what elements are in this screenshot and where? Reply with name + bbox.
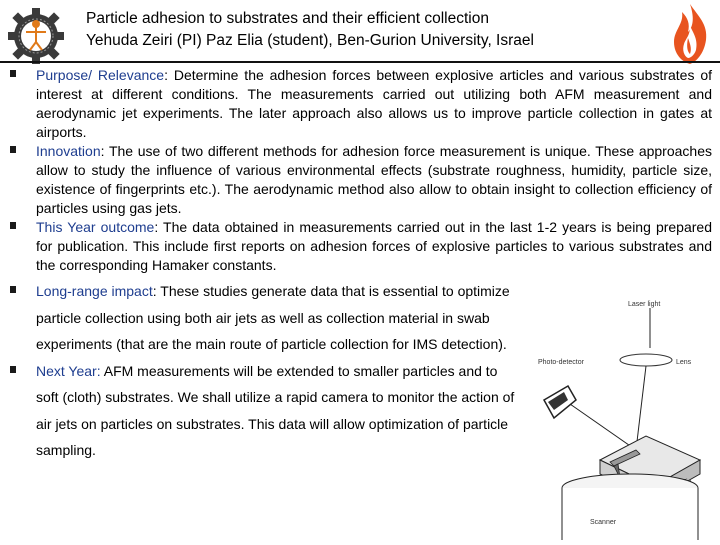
bullet-keyword: This Year outcome (36, 219, 155, 235)
slide-title: Particle adhesion to substrates and their efficient collection (86, 10, 489, 27)
label-photodetector: Photo-detector (538, 359, 584, 366)
bullet-icon (10, 146, 16, 153)
slide-header (86, 8, 646, 52)
bullet-keyword: Long-range impact (36, 283, 153, 299)
label-laser: Laser light (628, 301, 661, 308)
bullet-text: : The use of two different methods for adhesion force measurement is unique. These approaches allow to study the influence of various environmental effects (substrate roughness, humidity, particle size, existence of fingerprints etc.). The aerodynamic method also allow to obtain insight to collection efficiency of particles using gas jets. (36, 143, 712, 216)
bullet-text: : These studies generate data that is essential to optimize particle collection using both air jets as well as collection material in swab experiments (that are the main route of particle collection for IMS detection). (36, 283, 510, 352)
bullet-keyword: Purpose/ Relevance (36, 67, 165, 83)
bullet-text: AFM measurements will be extended to smaller particles and to soft (cloth) substrates. We shall utilize a rapid camera to monitor the action of air jets on particles on substrates. This data will allow optimization of particle sampling. (36, 362, 515, 458)
bullet-icon (10, 286, 16, 293)
bullet-icon (10, 366, 16, 373)
list-item-purpose (10, 66, 712, 142)
slide-authors: Yehuda Zeiri (PI) Paz Elia (student), Ben-Gurion University, Israel (86, 32, 534, 49)
list-item-outcome (10, 218, 712, 275)
bullet-text: : Determine the adhesion forces between explosive articles and various substrates of interest at different conditions. The measurements carried out utilizing both AFM measurement and aerodynamic jet experiments. The later approach also allows us to improve particle collection in gates at airports. (36, 67, 713, 140)
flame-logo-icon (668, 2, 712, 68)
bullet-keyword: Next Year: (36, 362, 101, 379)
bullet-text: : The data obtained in measurements carried out in the last 1-2 years is being prepared for publication. This include first reports on adhesion forces of explosive particles to various substrates and the corresponding Hamaker constants. (36, 219, 712, 273)
bullet-icon (10, 222, 16, 229)
label-scanner: Scanner (590, 519, 617, 526)
photodetector-icon (544, 386, 576, 418)
bullet-icon (10, 70, 16, 77)
header-divider (0, 61, 720, 63)
label-lens: Lens (676, 359, 692, 366)
afm-schematic-diagram (450, 300, 718, 540)
list-item-innovation (10, 142, 712, 218)
university-gear-logo-icon (4, 4, 68, 68)
bullet-keyword: Innovation (36, 143, 101, 159)
